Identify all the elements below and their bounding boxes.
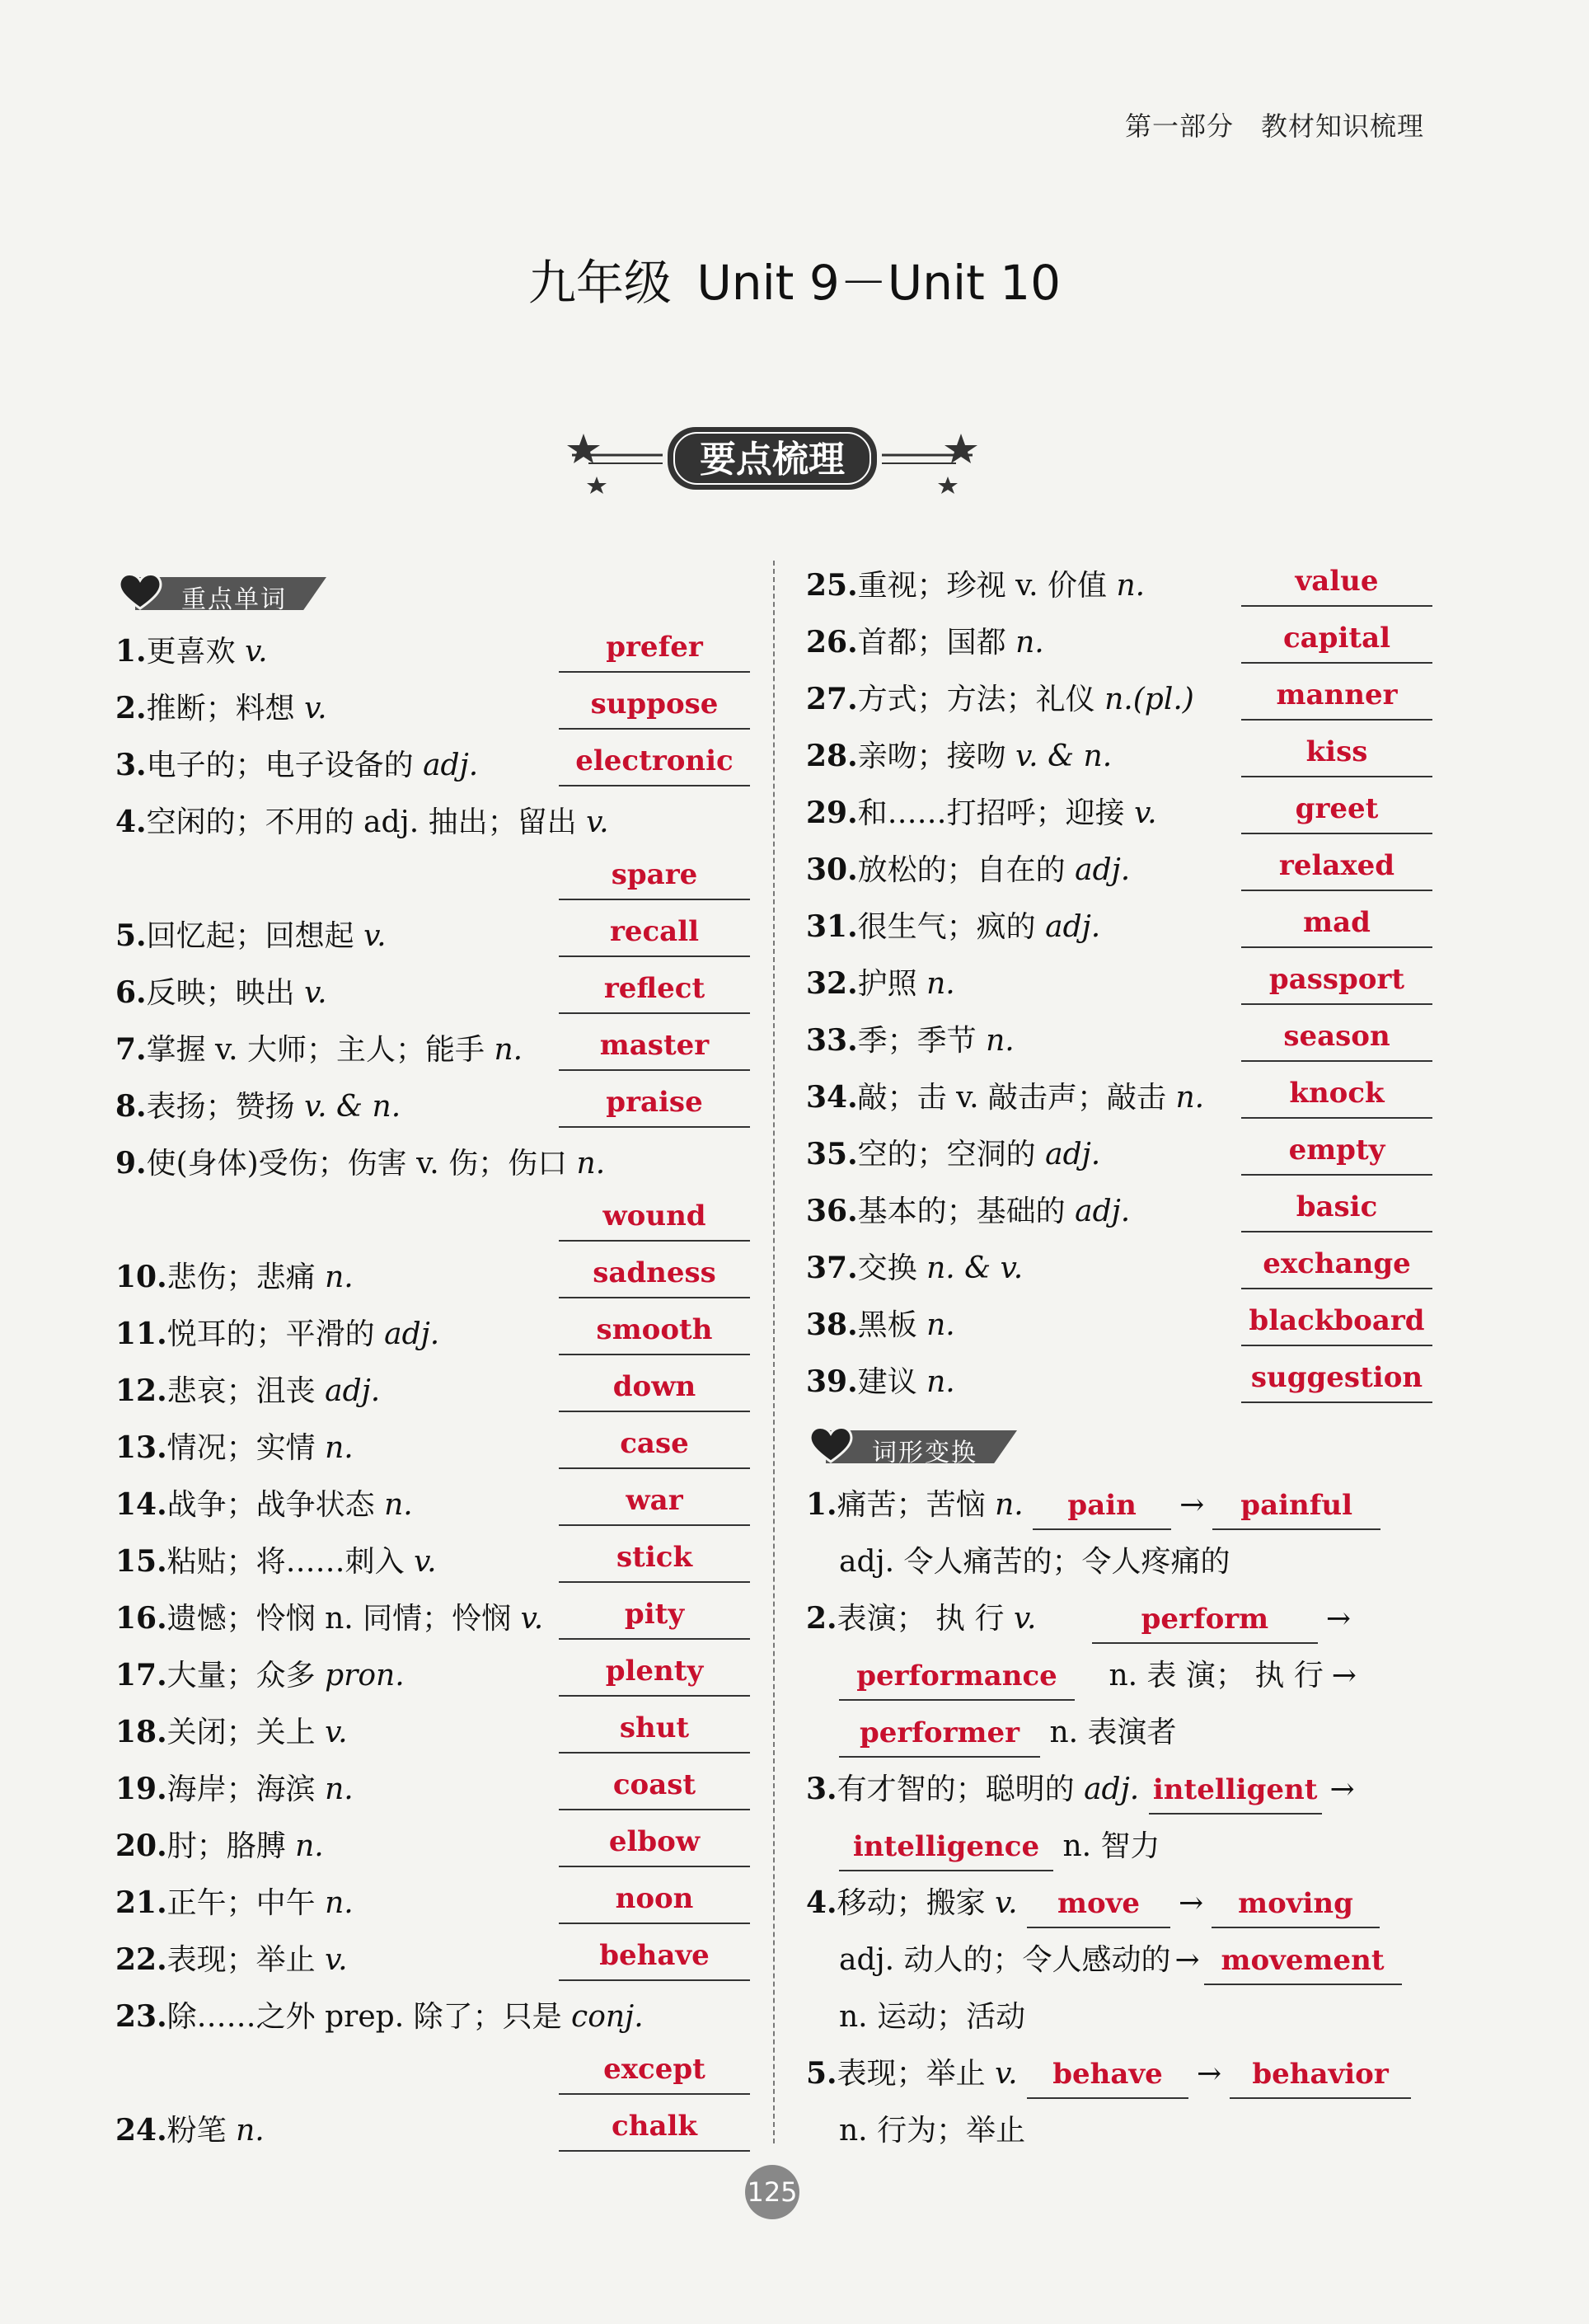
arrow-icon: → (1331, 1659, 1357, 1693)
vocab-item-5: 5.回忆起；回想起 v. recall (115, 908, 750, 965)
vocab-item-25: 25.重视；珍视 v. 价值 n. value (806, 557, 1432, 614)
arrow-icon: → (1174, 1943, 1200, 1977)
vocab-item-15: 15.粘贴；将……刺入 v. stick (115, 1533, 750, 1590)
heart-icon (115, 570, 165, 613)
wordform-item-5: 5.表现；举止 v. behave → behavior n. 行为；举止 (806, 2045, 1432, 2159)
vocab-item-37: 37.交换 n. & v. exchange (806, 1240, 1432, 1297)
answer-blank[interactable]: season (1241, 1012, 1432, 1062)
answer-blank[interactable]: perform (1092, 1596, 1318, 1644)
answer-blank[interactable]: chalk (559, 2102, 750, 2152)
answer-blank[interactable]: move (1027, 1880, 1170, 1928)
wordform-section-tag (806, 1424, 1432, 1467)
vocab-item-32: 32.护照 n. passport (806, 955, 1432, 1012)
answer-blank[interactable]: passport (1241, 955, 1432, 1005)
vocab-item-14: 14.战争；战争状态 n. war (115, 1477, 750, 1533)
vocab-item-23: 23.除……之外 prep. 除了；只是 conj. except (115, 1988, 750, 2102)
answer-blank[interactable]: electronic (559, 737, 750, 786)
answer-blank[interactable]: spare (559, 851, 750, 900)
vocab-item-21: 21.正午；中午 n. noon (115, 1875, 750, 1932)
answer-blank[interactable]: behave (559, 1932, 750, 1981)
answer-blank[interactable]: elbow (559, 1818, 750, 1867)
vocab-item-28: 28.亲吻；接吻 v. & n. kiss (806, 728, 1432, 785)
arrow-icon: → (1196, 2057, 1222, 2091)
unit-range: Unit 9－Unit 10 (696, 255, 1062, 311)
vocab-section-label: 重点单词 (181, 585, 287, 614)
vocab-item-10: 10.悲伤；悲痛 n. sadness (115, 1249, 750, 1306)
answer-blank[interactable]: performer (839, 1710, 1040, 1758)
answer-blank[interactable]: recall (559, 908, 750, 957)
vocab-section-tag (115, 570, 750, 613)
banner-text: 要点梳理 (700, 439, 845, 481)
answer-blank[interactable]: noon (559, 1875, 750, 1924)
vocab-item-34: 34.敲；击 v. 敲击声；敲击 n. knock (806, 1069, 1432, 1126)
vocab-item-12: 12.悲哀；沮丧 adj. down (115, 1363, 750, 1420)
vocab-item-29: 29.和……打招呼；迎接 v. greet (806, 785, 1432, 842)
answer-blank[interactable]: movement (1204, 1937, 1402, 1985)
vocab-item-8: 8.表扬；赞扬 v. & n. praise (115, 1078, 750, 1135)
answer-blank[interactable]: pain (1033, 1482, 1171, 1530)
vocab-item-6: 6.反映；映出 v. reflect (115, 965, 750, 1021)
vocab-item-30: 30.放松的；自在的 adj. relaxed (806, 842, 1432, 899)
answer-blank[interactable]: behavior (1230, 2051, 1411, 2099)
answer-blank[interactable]: blackboard (1241, 1297, 1432, 1346)
answer-blank[interactable]: painful (1212, 1482, 1380, 1530)
answer-blank[interactable]: war (559, 1477, 750, 1526)
answer-blank[interactable]: reflect (559, 965, 750, 1014)
wordform-item-1: 1.痛苦；苦恼 n. pain → painful adj. 令人痛苦的；令人疼痛的 (806, 1477, 1432, 1590)
answer-blank[interactable]: manner (1241, 671, 1432, 721)
vocab-item-11: 11.悦耳的；平滑的 adj. smooth (115, 1306, 750, 1363)
answer-blank[interactable]: sadness (559, 1249, 750, 1298)
answer-blank[interactable]: prefer (559, 623, 750, 673)
vocab-item-17: 17.大量；众多 pron. plenty (115, 1647, 750, 1704)
column-divider (773, 561, 775, 2143)
answer-blank[interactable]: shut (559, 1704, 750, 1754)
vocab-item-3: 3.电子的；电子设备的 adj. electronic (115, 737, 750, 794)
answer-blank[interactable]: greet (1241, 785, 1432, 834)
grade-title: 九年级 (527, 255, 672, 311)
answer-blank[interactable]: praise (559, 1078, 750, 1128)
vocab-item-19: 19.海岸；海滨 n. coast (115, 1761, 750, 1818)
wordform-section-label: 词形变换 (872, 1439, 977, 1467)
answer-blank[interactable]: suggestion (1241, 1354, 1432, 1403)
vocab-item-2: 2.推断；料想 v. suppose (115, 680, 750, 737)
answer-blank[interactable]: intelligent (1149, 1767, 1322, 1815)
vocab-item-26: 26.首都；国都 n. capital (806, 614, 1432, 671)
left-column (115, 557, 750, 2159)
vocab-item-13: 13.情况；实情 n. case (115, 1420, 750, 1477)
heart-icon (806, 1424, 855, 1467)
vocab-item-22: 22.表现；举止 v. behave (115, 1932, 750, 1988)
vocab-item-33: 33.季；季节 n. season (806, 1012, 1432, 1069)
section-banner (564, 419, 981, 498)
vocab-item-36: 36.基本的；基础的 adj. basic (806, 1183, 1432, 1240)
answer-blank[interactable]: capital (1241, 614, 1432, 664)
running-header: 第一部分 教材知识梳理 (1124, 110, 1424, 142)
answer-blank[interactable]: kiss (1241, 728, 1432, 777)
vocab-item-24: 24.粉笔 n. chalk (115, 2102, 750, 2159)
answer-blank[interactable]: moving (1212, 1880, 1380, 1928)
answer-blank[interactable]: knock (1241, 1069, 1432, 1119)
vocab-item-18: 18.关闭；关上 v. shut (115, 1704, 750, 1761)
answer-blank[interactable]: wound (559, 1192, 750, 1242)
answer-blank[interactable]: plenty (559, 1647, 750, 1697)
vocab-item-35: 35.空的；空洞的 adj. empty (806, 1126, 1432, 1183)
page-title (0, 244, 1589, 313)
arrow-icon: → (1178, 1886, 1204, 1920)
wordform-item-3: 3.有才智的；聪明的 adj. intelligent → intelligence n. 智力 (806, 1761, 1432, 1875)
arrow-icon: → (1329, 1772, 1355, 1806)
answer-blank[interactable]: intelligence (839, 1824, 1053, 1871)
answer-blank[interactable]: smooth (559, 1306, 750, 1355)
answer-blank[interactable]: down (559, 1363, 750, 1412)
vocab-item-1: 1.更喜欢 v. prefer (115, 623, 750, 680)
vocab-item-16: 16.遗憾；怜悯 n. 同情；怜悯 v. pity (115, 1590, 750, 1647)
vocab-item-20: 20.肘；胳膊 n. elbow (115, 1818, 750, 1875)
vocab-item-38: 38.黑板 n. blackboard (806, 1297, 1432, 1354)
answer-blank[interactable]: performance (839, 1653, 1075, 1701)
answer-blank[interactable]: coast (559, 1761, 750, 1810)
arrow-icon: → (1179, 1488, 1205, 1522)
answer-blank[interactable]: behave (1027, 2051, 1188, 2099)
answer-blank[interactable]: suppose (559, 680, 750, 730)
page-number: 125 (745, 2165, 799, 2219)
vocab-item-31: 31.很生气；疯的 adj. mad (806, 899, 1432, 955)
right-column (806, 557, 1432, 2159)
vocab-item-27: 27.方式；方法；礼仪 n.(pl.) manner (806, 671, 1432, 728)
answer-blank[interactable]: relaxed (1241, 842, 1432, 891)
vocab-item-39: 39.建议 n. suggestion (806, 1354, 1432, 1411)
answer-blank[interactable]: except (559, 2045, 750, 2095)
banner-ornament-icon (564, 419, 981, 498)
wordform-item-4: 4.移动；搬家 v. move → moving adj. 动人的；令人感动的 → movement n. 运动；活动 (806, 1875, 1432, 2045)
answer-blank[interactable]: value (1241, 557, 1432, 607)
answer-blank[interactable]: master (559, 1021, 750, 1071)
answer-blank[interactable]: empty (1241, 1126, 1432, 1176)
answer-blank[interactable]: stick (559, 1533, 750, 1583)
vocab-item-9: 9.使(身体)受伤；伤害 v. 伤；伤口 n. wound (115, 1135, 750, 1249)
wordform-item-2: 2.表演； 执 行 v. perform → performance n. 表 演； 执 行 → performer n. 表演者 (806, 1590, 1432, 1761)
vocab-item-4: 4.空闲的；不用的 adj. 抽出；留出 v. spare (115, 794, 750, 908)
answer-blank[interactable]: case (559, 1420, 750, 1469)
answer-blank[interactable]: exchange (1241, 1240, 1432, 1289)
answer-blank[interactable]: mad (1241, 899, 1432, 948)
answer-blank[interactable]: pity (559, 1590, 750, 1640)
arrow-icon: → (1325, 1602, 1351, 1636)
answer-blank[interactable]: basic (1241, 1183, 1432, 1232)
vocab-item-7: 7.掌握 v. 大师；主人；能手 n. master (115, 1021, 750, 1078)
